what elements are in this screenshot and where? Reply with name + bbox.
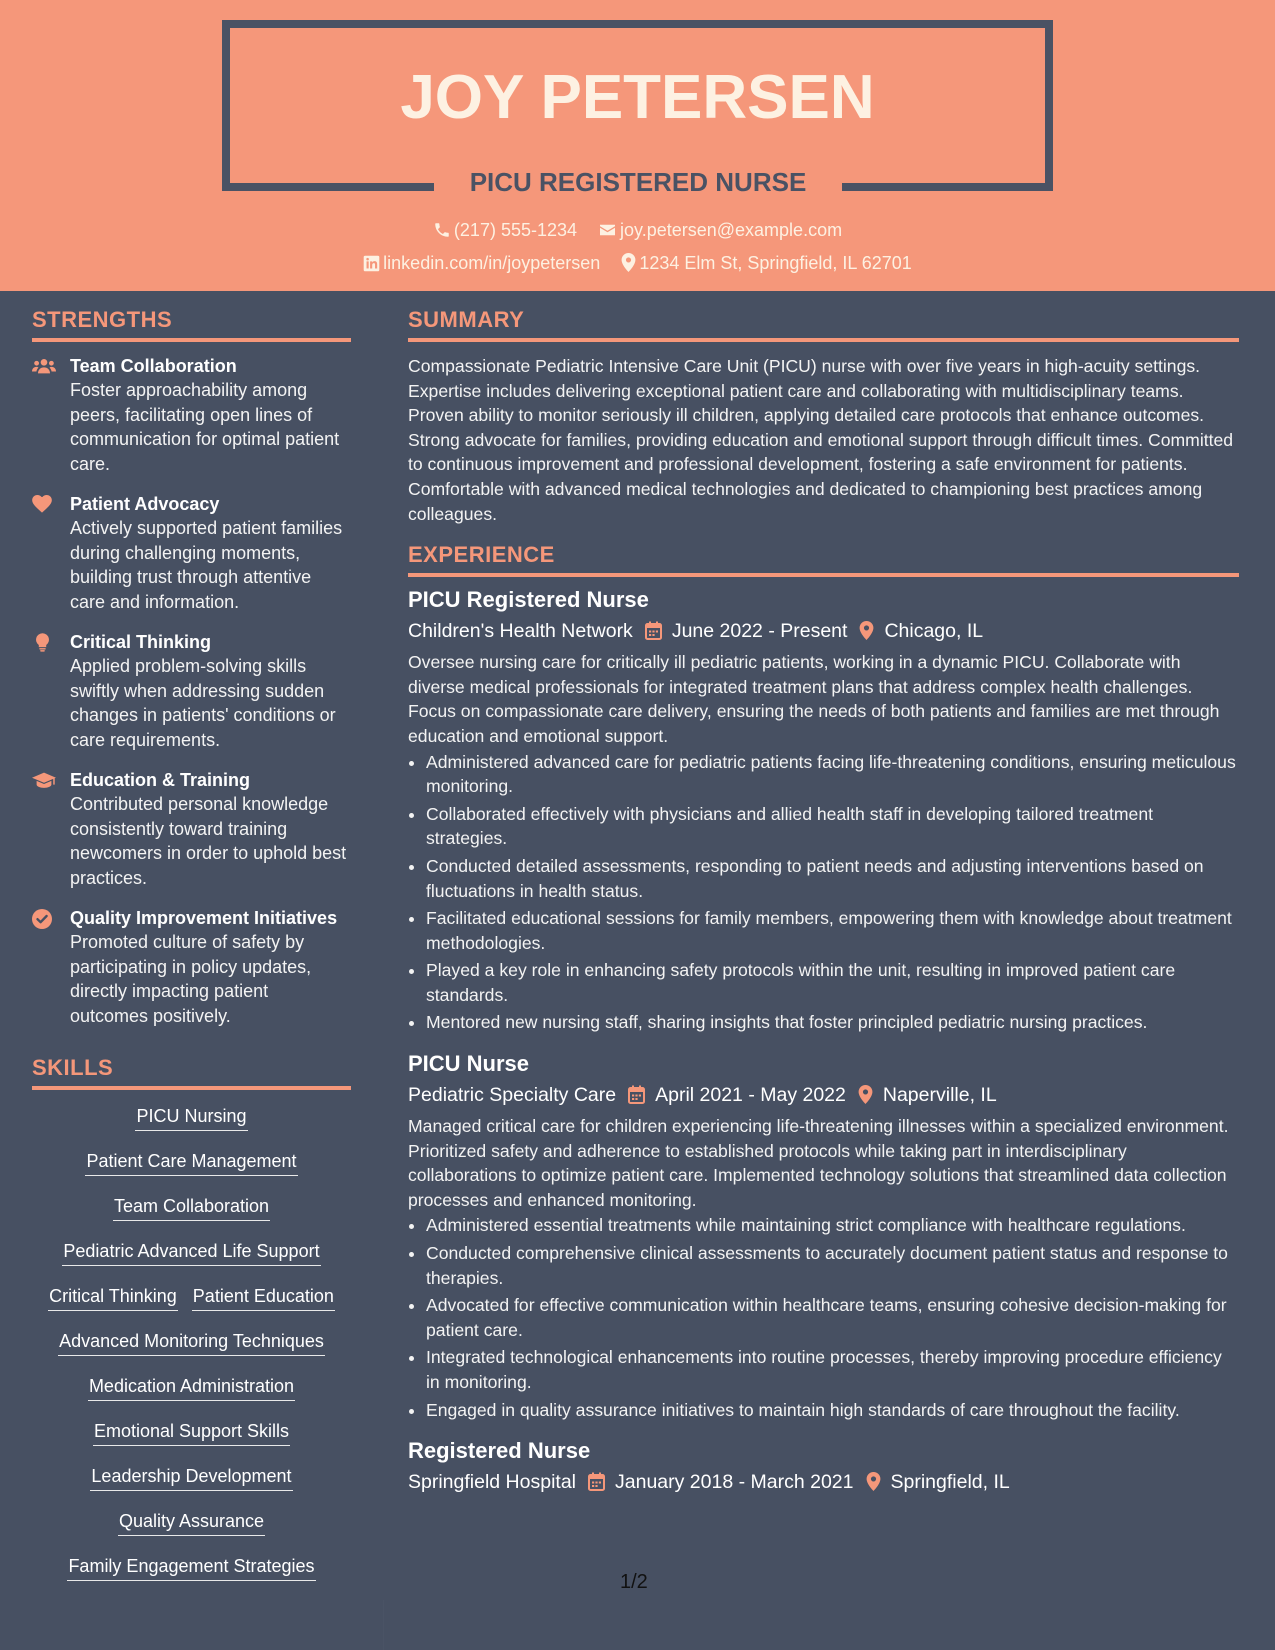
strength-item: [32, 630, 351, 752]
strength-item: [32, 354, 351, 476]
bullet-item: • Conducted detailed assessments, responding to patient needs and adjusting interventions based on fluctuations in health status.: [426, 854, 1239, 903]
envelope-icon: [598, 221, 617, 239]
frame-right-border: [1045, 20, 1053, 191]
linkedin-text: linkedin.com/in/joypetersen: [383, 253, 601, 273]
map-pin-icon: [621, 253, 636, 272]
skill-tag: Critical Thinking: [48, 1286, 178, 1311]
email-text: joy.petersen@example.com: [620, 220, 843, 240]
company-name: Pediatric Specialty Care: [408, 1084, 617, 1107]
summary-text: Compassionate Pediatric Intensive Care Unit (PICU) nurse with over five years in high-acuity settings. Expertise includes delivering exceptional patient care and collaborating with multidisciplinary teams. Proven ability to monitor seriously ill children, applying detailed care protocols that enhance outcomes. Strong advocate for families, providing education and emotional support through difficult times. Committed to continuous improvement and professional development, fostering a safe environment for patients. Comfortable with advanced medical technologies and dedicated to championing best practices among colleagues.: [408, 356, 1234, 524]
job-title: PICU Nurse: [408, 1051, 530, 1077]
linkedin-contact[interactable]: [363, 253, 600, 274]
company-name: Springfield Hospital: [408, 1471, 577, 1494]
frame-bottom-right-border: [842, 183, 1053, 191]
skill-tag: Leadership Development: [90, 1466, 292, 1491]
linkedin-icon: [363, 255, 380, 272]
job-location: Naperville, IL: [882, 1084, 997, 1107]
strength-title: Quality Improvement Initiatives: [70, 908, 338, 928]
strength-item: [32, 906, 351, 1028]
strength-description: Actively supported patient families during challenging moments, building trust through attentive care and information.: [70, 518, 343, 612]
right-column: [408, 307, 1239, 1512]
job-dates: April 2021 - May 2022: [655, 1084, 846, 1107]
strength-description: Contributed personal knowledge consistently toward training newcomers in order to uphold best practices.: [70, 794, 347, 888]
experience-heading: EXPERIENCE: [408, 542, 1239, 577]
contact-row-1: [0, 220, 1275, 241]
map-pin-icon: [866, 1472, 881, 1491]
strength-item: [32, 492, 351, 614]
company-name: Children's Health Network: [408, 620, 633, 643]
email-contact[interactable]: [598, 220, 842, 241]
calendar-icon: [645, 621, 662, 640]
job-title: PICU Registered Nurse: [408, 587, 649, 613]
bullet-item: • Conducted comprehensive clinical assessments to accurately document patient status and response to therapies.: [426, 1241, 1239, 1290]
bullet-item: • Integrated technological enhancements into routine processes, thereby improving procedure efficiency in monitoring.: [426, 1345, 1239, 1394]
skill-tag: Family Engagement Strategies: [67, 1556, 315, 1581]
graduation-cap-icon: [32, 771, 56, 789]
users-icon: [32, 357, 56, 375]
skill-tag: Team Collaboration: [113, 1196, 270, 1221]
page-footer: [0, 1600, 1275, 1650]
job-meta: [408, 615, 1239, 647]
strengths-heading: STRENGTHS: [32, 307, 351, 342]
map-pin-icon: [858, 1085, 873, 1104]
bullet-item: • Administered essential treatments while maintaining strict compliance with healthcare regulations.: [426, 1213, 1239, 1238]
job-meta: [408, 1079, 1239, 1111]
lightbulb-icon: [36, 633, 49, 652]
strength-item: [32, 768, 351, 890]
skill-tag: Emotional Support Skills: [93, 1421, 290, 1446]
job-title: Registered Nurse: [408, 1438, 591, 1464]
skill-tag: Patient Education: [192, 1286, 335, 1311]
phone-text: (217) 555-1234: [453, 220, 578, 240]
check-circle-icon: [32, 909, 52, 929]
summary-heading: SUMMARY: [408, 307, 1239, 342]
job-description: Oversee nursing care for critically ill pediatric patients, working in a dynamic PICU. Collaborate with diverse medical professionals for integrated treatment plans that address complex health challenges. Focus on compassionate care delivery, ensuring the needs of both patients and families are met through education and emotional support.: [408, 652, 1220, 746]
left-column: [32, 307, 351, 1597]
bullet-item: • Engaged in quality assurance initiatives to maintain high standards of care throughout the facility.: [426, 1398, 1239, 1423]
header-banner: [0, 0, 1275, 291]
calendar-icon: [588, 1472, 605, 1491]
job-bullets: [408, 750, 1239, 1036]
address-text: 1234 Elm St, Springfield, IL 62701: [639, 253, 912, 273]
frame-left-border: [222, 20, 230, 191]
skill-tag: Pediatric Advanced Life Support: [62, 1241, 320, 1266]
candidate-role: PICU REGISTERED NURSE: [469, 167, 807, 197]
skills-list: [32, 1102, 351, 1597]
bullet-item: • Administered advanced care for pediatric patients facing life-threatening conditions, ensuring meticulous monitoring.: [426, 750, 1239, 799]
bullet-item: • Collaborated effectively with physicians and allied health staff in developing tailored treatment strategies.: [426, 802, 1239, 851]
column-divider: [383, 1600, 384, 1650]
bullet-item: • Advocated for effective communication within healthcare teams, ensuring cohesive decision-making for patient care.: [426, 1293, 1239, 1342]
skill-tag: Quality Assurance: [118, 1511, 265, 1536]
skill-tag: Advanced Monitoring Techniques: [58, 1331, 325, 1356]
skills-heading: SKILLS: [32, 1055, 351, 1090]
bullet-item: • Played a key role in enhancing safety protocols within the unit, resulting in improved patient care standards.: [426, 958, 1239, 1007]
job-location: Chicago, IL: [884, 620, 984, 643]
candidate-name: JOY PETERSEN: [400, 63, 875, 132]
job-meta: [408, 1466, 1239, 1498]
strength-description: Applied problem-solving skills swiftly when addressing sudden changes in patients' conditions or care requirements.: [70, 656, 336, 750]
frame-top-border: [222, 20, 1053, 28]
skill-tag: Patient Care Management: [85, 1151, 297, 1176]
calendar-icon: [628, 1085, 645, 1104]
strength-description: Promoted culture of safety by participating in policy updates, directly impacting patient outcomes positively.: [70, 932, 312, 1026]
skill-tag: Medication Administration: [88, 1376, 295, 1401]
skill-tag: PICU Nursing: [135, 1106, 247, 1131]
bullet-item: • Facilitated educational sessions for family members, empowering them with knowledge about treatment methodologies.: [426, 906, 1239, 955]
strength-title: Patient Advocacy: [70, 494, 220, 514]
strength-title: Team Collaboration: [70, 356, 237, 376]
address-contact: [621, 253, 912, 274]
strength-description: Foster approachability among peers, facilitating open lines of communication for optimal patient care.: [70, 380, 340, 474]
page-number: 1/2: [620, 1571, 648, 1593]
contact-row-2: [0, 253, 1275, 274]
job-bullets: [408, 1213, 1239, 1422]
job-entry: [408, 585, 1239, 1035]
phone-contact[interactable]: [433, 220, 577, 241]
bullet-item: • Mentored new nursing staff, sharing insights that foster principled pediatric nursing practices.: [426, 1010, 1239, 1035]
job-entry: [408, 1049, 1239, 1422]
job-dates: January 2018 - March 2021: [615, 1471, 854, 1494]
job-entry: [408, 1436, 1239, 1498]
job-dates: June 2022 - Present: [671, 620, 848, 643]
strength-title: Education & Training: [70, 770, 251, 790]
map-pin-icon: [859, 621, 874, 640]
job-location: Springfield, IL: [890, 1471, 1010, 1494]
heart-icon: [32, 495, 52, 513]
frame-bottom-left-border: [222, 183, 434, 191]
job-description: Managed critical care for children experiencing life-threatening illnesses within a specialized environment. Prioritized safety and adherence to established protocols while taking part in interdisciplinary collaborations to optimize patient care. Implemented technology solutions that streamlined data collection processes and enhanced monitoring.: [408, 1116, 1229, 1210]
phone-icon: [433, 221, 451, 239]
strength-title: Critical Thinking: [70, 632, 212, 652]
